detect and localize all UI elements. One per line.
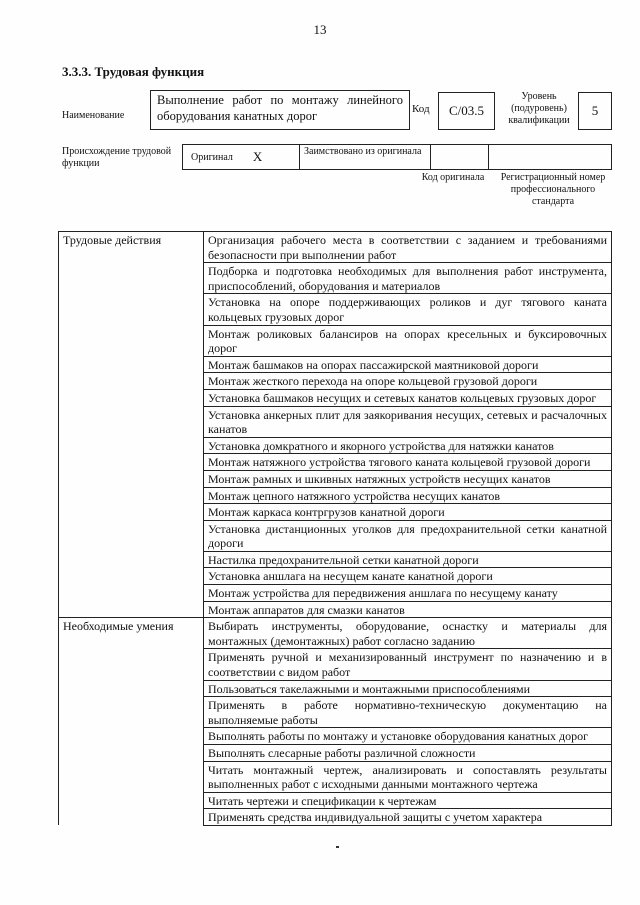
- skill-item: Выполнять слесарные работы различной сложности: [204, 745, 612, 762]
- labor-action-item: Монтаж роликовых балансиров на опорах кресельных и буксировочных дорог: [204, 325, 612, 356]
- skill-item: Применять средства индивидуальной защиты с учетом характера: [204, 809, 612, 826]
- original-code-cell: [431, 144, 489, 170]
- section-heading: 3.3.3. Трудовая функция: [62, 64, 205, 79]
- skill-item: Читать монтажный чертеж, анализировать и сопоставлять результаты выполненных работ с исходными данными монтажного чертежа: [204, 761, 612, 792]
- labor-action-item: Монтаж аппаратов для смазки канатов: [204, 601, 612, 618]
- function-name-field: Выполнение работ по монтажу линейного оборудования канатных дорог: [150, 90, 410, 130]
- reg-number-label: Регистрационный номер профессионального стандарта: [500, 172, 606, 207]
- code-label: Код: [412, 103, 430, 115]
- labor-action-item: Установка дистанционных уголков для предохранительной сетки канатной дороги: [204, 520, 612, 551]
- labor-action-item: Монтаж натяжного устройства тягового каната кольцевой грузовой дороги: [204, 454, 612, 471]
- original-code-label: Код оригинала: [421, 172, 485, 183]
- skill-item: Выполнять работы по монтажу и установке оборудования канатных дорог: [204, 728, 612, 745]
- skill-item: Выбирать инструменты, оборудование, оснастку и материалы для монтажных (демонтажных) работ согласно заданию: [204, 618, 612, 649]
- origin-row: [182, 144, 612, 170]
- labor-action-item: Монтаж башмаков на опорах пассажирской маятниковой дороги: [204, 356, 612, 373]
- qualification-level-field: 5: [578, 92, 612, 130]
- labor-action-item: Монтаж жесткого перехода на опоре кольцевой грузовой дороги: [204, 373, 612, 390]
- function-table: [58, 231, 612, 826]
- labor-action-item: Установка аншлага на несущем канате канатной дороги: [204, 568, 612, 585]
- labor-action-item: Монтаж каркаса контргрузов канатной дороги: [204, 504, 612, 521]
- labor-action-item: Подборка и подготовка необходимых для выполнения работ инструмента, приспособлений, оборудования и материалов: [204, 263, 612, 294]
- page-mark: [336, 846, 339, 848]
- table-row: [59, 618, 612, 649]
- borrowed-cell: Заимствовано из оригинала: [300, 144, 431, 170]
- table-row: [59, 232, 612, 263]
- labor-action-item: Монтаж устройства для передвижения аншлага по несущему канату: [204, 585, 612, 602]
- page-number: 13: [313, 22, 327, 37]
- labor-action-item: Монтаж рамных и шкивных натяжных устройств несущих канатов: [204, 470, 612, 487]
- skill-category: Необходимые умения: [59, 618, 204, 826]
- labor-action-item: Установка домкратного и якорного устройства для натяжки канатов: [204, 437, 612, 454]
- original-mark: X: [252, 149, 263, 164]
- labor-action-item: Настилка предохранительной сетки канатной дороги: [204, 551, 612, 568]
- skill-item: Применять ручной и механизированный инструмент по назначению и в соответствии с видом работ: [204, 649, 612, 680]
- qualification-level-label: Уровень (подуровень) квалификации: [508, 91, 570, 126]
- reg-number-cell: [489, 144, 612, 170]
- labor-action-item: Установка башмаков несущих и сетевых канатов кольцевых грузовых дорог: [204, 389, 612, 406]
- labor-action-item: Монтаж цепного натяжного устройства несущих канатов: [204, 487, 612, 504]
- labor-action-item: Установка на опоре поддерживающих роликов и дуг тягового каната кольцевых грузовых дорог: [204, 294, 612, 325]
- original-label: Оригинал: [191, 151, 233, 163]
- labor-action-item: Организация рабочего места в соответствии с заданием и требованиями безопасности при выполнении работ: [204, 232, 612, 263]
- labor-action-category: Трудовые действия: [59, 232, 204, 618]
- skill-item: Пользоваться такелажными и монтажными приспособлениями: [204, 680, 612, 697]
- skill-item: Читать чертежи и спецификации к чертежам: [204, 792, 612, 809]
- name-label: Наименование: [62, 110, 125, 121]
- code-field: С/03.5: [438, 92, 495, 130]
- skill-item: Применять в работе нормативно-техническую документацию на выполняемые работы: [204, 697, 612, 728]
- labor-action-item: Установка анкерных плит для заякоривания несущих, сетевых и расчалочных канатов: [204, 406, 612, 437]
- origin-label: Происхождение трудовой функции: [62, 146, 172, 169]
- original-cell: [182, 144, 300, 170]
